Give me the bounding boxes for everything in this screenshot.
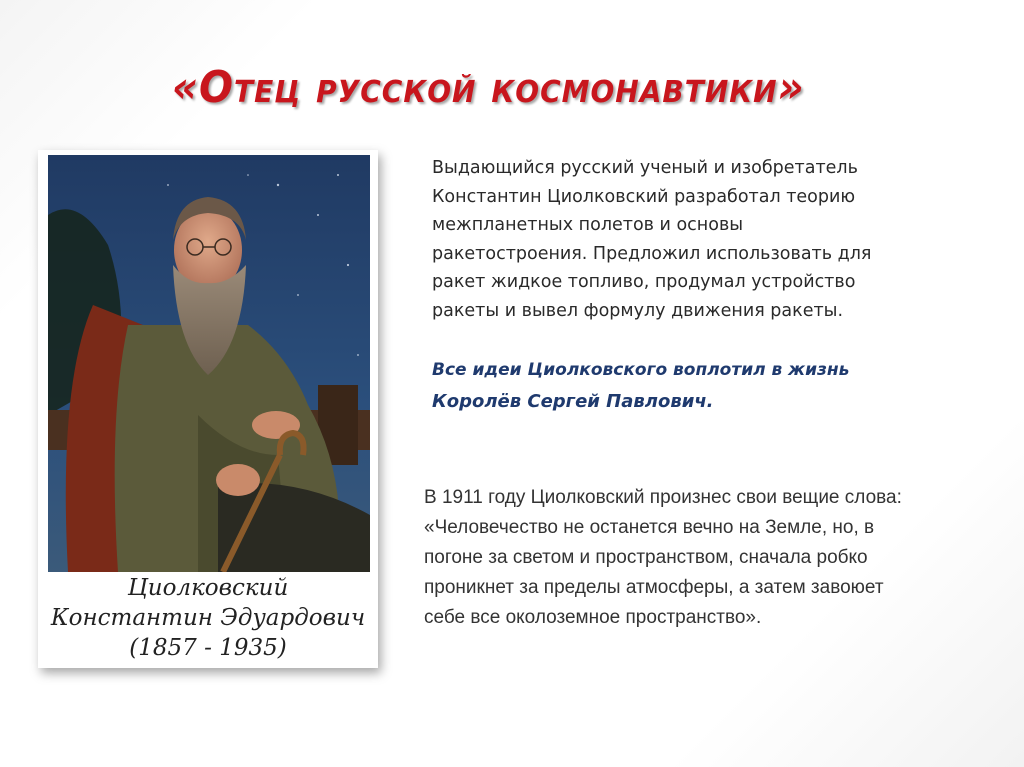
intro-line: Константин Циолковский разработал теорию	[432, 186, 856, 207]
portrait-painting	[48, 155, 370, 572]
quote-line: погоне за светом и пространством, сначала робко	[424, 547, 868, 568]
highlight-text	[432, 354, 932, 418]
quote-line: В 1911 году Циолковский произнес свои вещие слова:	[424, 487, 902, 508]
quote-line: «Человечество не останется вечно на Земле, но, в	[424, 517, 875, 538]
intro-line: Выдающийся русский ученый и изобретатель	[432, 158, 858, 178]
highlight-line-2: Королёв Сергей Павлович.	[432, 391, 714, 412]
intro-line: ракетостроения. Предложил использовать для	[432, 243, 872, 264]
caption-name: Константин Эдуардович	[50, 605, 366, 631]
portrait-caption	[38, 573, 378, 663]
quote-line: проникнет за пределы атмосферы, а затем завоюет	[424, 577, 884, 598]
slide-title: «Отец русской космонавтики»	[172, 63, 805, 113]
intro-line: ракет жидкое топливо, продумал устройство	[432, 272, 856, 292]
caption-years: (1857 - 1935)	[129, 635, 287, 661]
intro-line: межпланетных полетов и основы	[432, 215, 744, 235]
portrait-frame	[38, 150, 378, 668]
caption-surname: Циолковский	[127, 575, 289, 601]
quote-paragraph	[424, 483, 1004, 633]
intro-line: ракеты и вывел формулу движения ракеты.	[432, 300, 844, 321]
intro-paragraph	[432, 154, 932, 325]
quote-line: себе все околоземное пространство».	[424, 607, 762, 628]
highlight-line-1: Все идеи Циолковского воплотил в жизнь	[432, 360, 850, 380]
